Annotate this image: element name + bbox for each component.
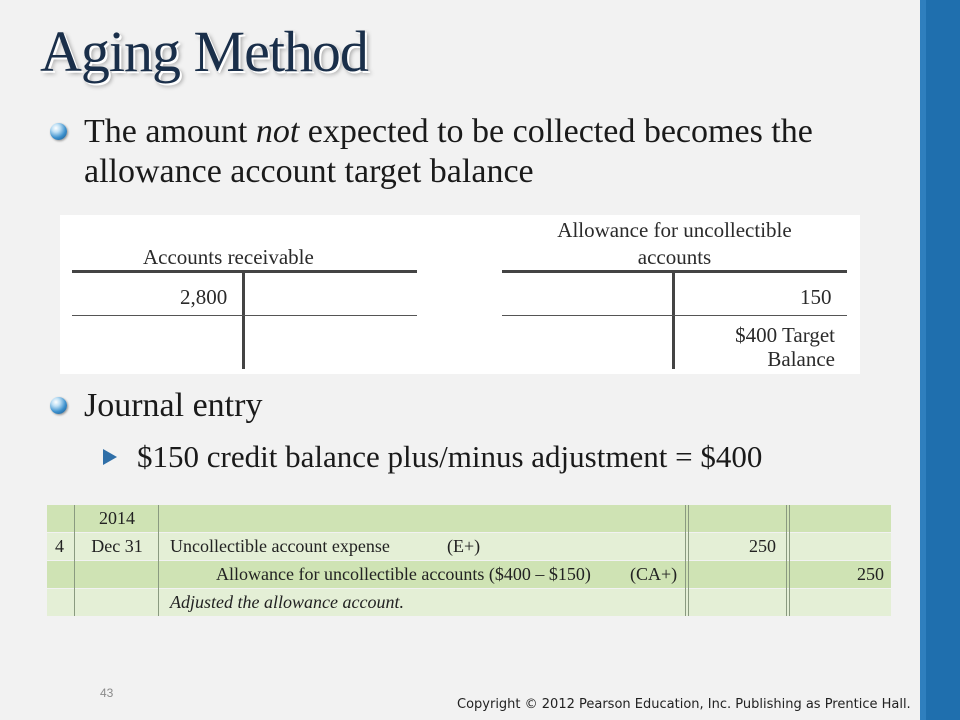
credit-amount: 250 [857,564,884,584]
debit-type: (E+) [447,536,481,556]
bullet-1-text: The amount not expected to be collected becomes the allowance account target balance [84,113,813,190]
table-row [47,533,891,560]
credit-type: (CA+) [630,564,678,584]
t-accounts-figure [60,215,860,374]
target-balance-line2: Balance [767,347,835,371]
journal-entry-number: 4 [55,536,64,556]
journal-date: Dec 31 [91,536,143,556]
debit-amount: 250 [749,536,776,556]
t-account-title-allowance-line1: Allowance for uncollectible [557,218,792,242]
target-balance-line1: $400 Target [735,323,835,347]
copyright-notice: Copyright © 2012 Pearson Education, Inc. Publishing as Prentice Hall. [457,697,911,712]
allowance-credit-value: 150 [800,285,832,309]
journal-entry-table [47,505,891,616]
journal-year: 2014 [99,508,135,528]
t-account-title-allowance-line2: accounts [637,245,712,269]
journal-explanation: Adjusted the allowance account. [170,592,404,612]
slide-title: Aging Method [40,19,368,84]
bullet-2-text: Journal entry [84,387,263,424]
t-account-title-receivable: Accounts receivable [143,245,314,269]
debit-account: Uncollectible account expense [170,536,390,556]
page-number: 43 [100,686,114,700]
bullet-orb-icon [50,397,67,414]
table-row [47,589,891,616]
table-row [47,561,891,588]
bullet-orb-icon [50,123,67,140]
arrow-bullet-icon [103,449,117,465]
sub-bullet-text: $150 credit balance plus/minus adjustment = $400 [137,439,763,474]
right-accent-bar [920,0,960,720]
credit-account: Allowance for uncollectible accounts ($400 – $150) [216,564,591,584]
table-row [47,505,891,532]
receivable-debit-value: 2,800 [180,285,228,309]
